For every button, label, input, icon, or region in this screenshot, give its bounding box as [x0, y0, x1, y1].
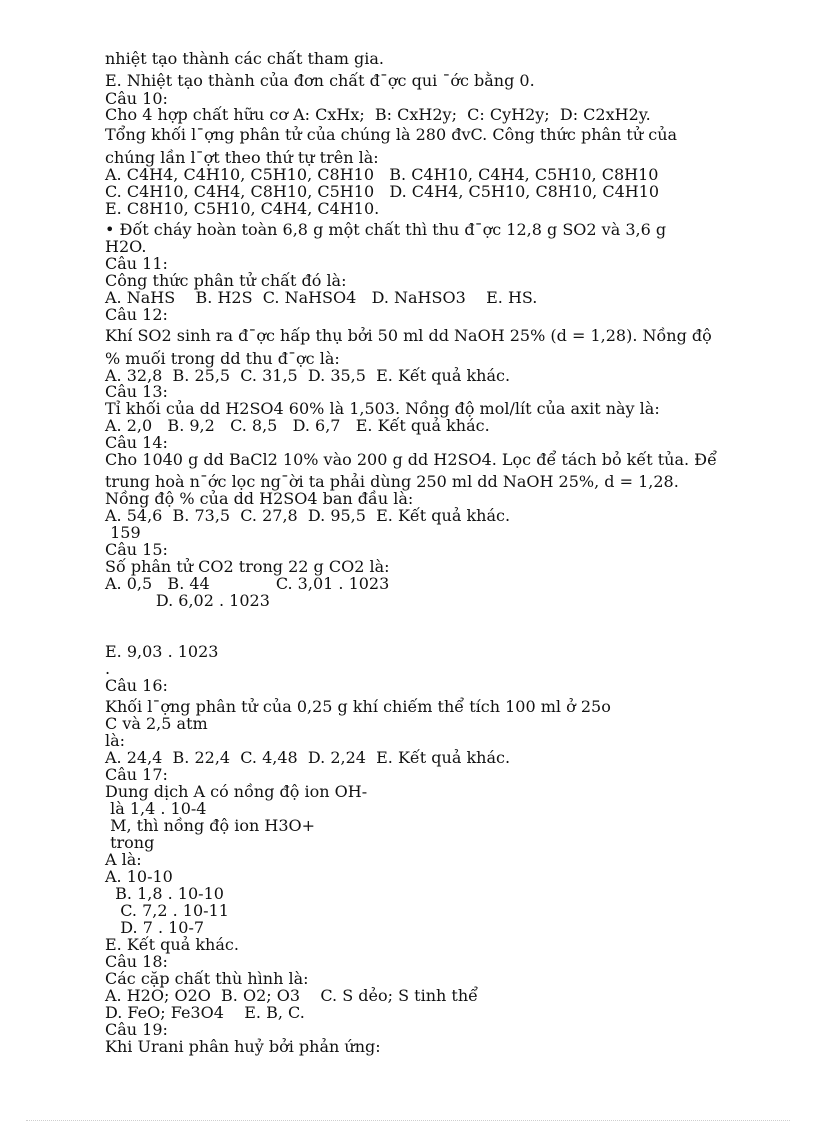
text-line: M, thì nồng độ ion H3O+ — [105, 816, 316, 835]
question-label: Câu 11: — [105, 254, 168, 273]
text-line: E. Nhiệt tạo thành của đơn chất đ¯ợc qui ¯ớc bằng 0. — [105, 71, 535, 90]
text-line: Nồng độ % của dd H2SO4 ban đầu là: — [105, 489, 414, 508]
question-label: Câu 13: — [105, 382, 168, 401]
answer-options: E. C8H10, C5H10, C4H4, C4H10. — [105, 199, 380, 218]
text-line: . — [105, 659, 111, 678]
answer-options: D. 6,02 . 1023 — [105, 591, 270, 610]
answer-option: C. 7,2 . 10-11 — [105, 901, 229, 920]
text-line: Các cặp chất thù hình là: — [105, 969, 309, 988]
text-line: trung hoà n¯ớc lọc ng¯ời ta phải dùng 250 ml dd NaOH 25%, d = 1,28. — [105, 472, 679, 491]
question-label: Câu 10: — [105, 89, 168, 108]
text-line: Tổng khối l¯ợng phân tử của chúng là 280 đvC. Công thức phân tử của — [105, 125, 678, 144]
answer-options: A. 2,0 B. 9,2 C. 8,5 D. 6,7 E. Kết quả khác. — [105, 416, 490, 435]
text-line: Tỉ khối của dd H2SO4 60% là 1,503. Nồng độ mol/lít của axit này là: — [105, 399, 660, 418]
answer-options: A. 0,5 B. 44 C. 3,01 . 1023 — [105, 574, 390, 593]
text-line: Khi Urani phân huỷ bởi phản ứng: — [105, 1037, 381, 1056]
question-label: Câu 18: — [105, 952, 168, 971]
text-line: là: — [105, 731, 126, 750]
text-line: Khí SO2 sinh ra đ¯ợc hấp thụ bởi 50 ml dd NaOH 25% (d = 1,28). Nồng độ — [105, 326, 712, 345]
answer-option: D. 7 . 10-7 — [105, 918, 205, 937]
answer-options: A. 54,6 B. 73,5 C. 27,8 D. 95,5 E. Kết quả khác. — [105, 506, 511, 525]
text-line: nhiệt tạo thành các chất tham gia. — [105, 49, 385, 68]
text-line: A là: — [105, 850, 142, 869]
answer-options: A. C4H4, C4H10, C5H10, C8H10 B. C4H10, C4H4, C5H10, C8H10 — [105, 165, 659, 184]
text-line: Cho 1040 g dd BaCl2 10% vào 200 g dd H2SO4. Lọc để tách bỏ kết tủa. Để — [105, 450, 717, 469]
text-line: Khối l¯ợng phân tử của 0,25 g khí chiếm thể tích 100 ml ở 25o — [105, 697, 611, 716]
text-line: • Đốt cháy hoàn toàn 6,8 g một chất thì thu đ¯ợc 12,8 g SO2 và 3,6 g — [105, 220, 667, 239]
answer-options: A. NaHS B. H2S C. NaHSO4 D. NaHSO3 E. HS. — [105, 288, 538, 307]
question-label: Câu 12: — [105, 305, 168, 324]
answer-options: A. 32,8 B. 25,5 C. 31,5 D. 35,5 E. Kết quả khác. — [105, 366, 511, 385]
question-label: Câu 19: — [105, 1020, 168, 1039]
question-label: Câu 15: — [105, 540, 168, 559]
answer-option: E. Kết quả khác. — [105, 935, 239, 954]
answer-options: E. 9,03 . 1023 — [105, 642, 219, 661]
text-line: chúng lần l¯ợt theo thứ tự trên là: — [105, 148, 379, 167]
answer-options: C. C4H10, C4H4, C8H10, C5H10 D. C4H4, C5H10, C8H10, C4H10 — [105, 182, 660, 201]
text-line: C và 2,5 atm — [105, 714, 208, 733]
answer-option: A. 10-10 — [105, 867, 173, 886]
page-bottom-divider — [26, 1120, 790, 1121]
question-label: Câu 14: — [105, 433, 168, 452]
text-line: % muối trong dd thu đ¯ợc là: — [105, 349, 340, 368]
text-line: trong — [105, 833, 155, 852]
text-line: Công thức phân tử chất đó là: — [105, 271, 347, 290]
text-line: Dung dịch A có nồng độ ion OH- — [105, 782, 368, 801]
text-line: Cho 4 hợp chất hữu cơ A: CxHx; B: CxH2y; C: CyH2y; D: C2xH2y. — [105, 105, 651, 124]
text-line: Số phân tử CO2 trong 22 g CO2 là: — [105, 557, 390, 576]
page-number: 159 — [105, 523, 141, 542]
question-label: Câu 17: — [105, 765, 168, 784]
text-line: là 1,4 . 10-4 — [105, 799, 207, 818]
answer-options: A. 24,4 B. 22,4 C. 4,48 D. 2,24 E. Kết quả khác. — [105, 748, 511, 767]
question-label: Câu 16: — [105, 676, 168, 695]
answer-option: B. 1,8 . 10-10 — [105, 884, 224, 903]
text-line: H2O. — [105, 237, 147, 256]
answer-options: A. H2O; O2O B. O2; O3 C. S dẻo; S tinh thể — [105, 986, 478, 1005]
answer-options: D. FeO; Fe3O4 E. B, C. — [105, 1003, 305, 1022]
